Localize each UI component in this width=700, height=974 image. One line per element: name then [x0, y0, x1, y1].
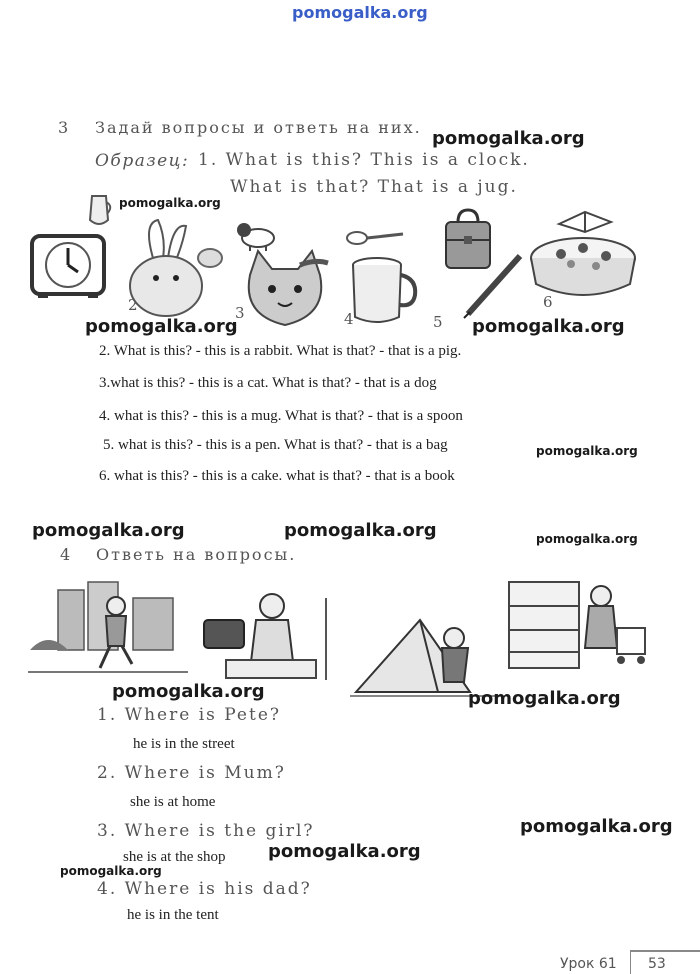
exercise-4-number: 4 — [60, 545, 72, 564]
exercise-3-number: 3 — [58, 118, 70, 137]
answer-line: 6. what is this? - this is a cake. what is that? - that is a book — [99, 468, 455, 484]
street-picture — [28, 580, 188, 680]
answer-line: 3.what is this? - this is a cat. What is that? - that is a dog — [99, 375, 437, 391]
cat-picture — [240, 245, 330, 330]
answer-1: he is in the street — [133, 736, 235, 752]
watermark: pomogalka.org — [284, 520, 437, 541]
answer-3: she is at the shop — [123, 849, 226, 865]
sample-line-1: 1. What is this? This is a clock. — [198, 150, 530, 170]
site-link[interactable]: pomogalka.org — [292, 3, 428, 22]
question-1: 1. Where is Pete? — [97, 705, 282, 725]
question-3: 3. Where is the girl? — [97, 821, 315, 841]
watermark: pomogalka.org — [432, 128, 585, 149]
watermark: pomogalka.org — [112, 681, 265, 702]
answer-line: 2. What is this? - this is a rabbit. What is that? - that is a pig. — [99, 343, 462, 359]
answer-line: 5. what is this? - this is a pen. What is that? - that is a bag — [103, 437, 448, 453]
lesson-label: Урок 61 — [560, 956, 617, 972]
watermark: pomogalka.org — [536, 444, 638, 458]
watermark: pomogalka.org — [268, 841, 421, 862]
watermark: pomogalka.org — [468, 688, 621, 709]
watermark: pomogalka.org — [472, 316, 625, 337]
answer-4: he is in the tent — [127, 907, 219, 923]
watermark: pomogalka.org — [32, 520, 185, 541]
clock-picture — [28, 232, 108, 300]
home-picture — [196, 590, 346, 685]
picture-number: 3 — [235, 304, 247, 322]
answer-2: she is at home — [130, 794, 216, 810]
picture-number: 4 — [344, 310, 356, 328]
question-2: 2. Where is Mum? — [97, 763, 286, 783]
mug-picture — [345, 255, 420, 327]
watermark: pomogalka.org — [60, 864, 162, 878]
exercise-3-title: Задай вопросы и ответь на них. — [95, 118, 422, 137]
sample-line-2: What is that? That is a jug. — [230, 177, 518, 197]
answer-line: 4. what is this? - this is a mug. What is that? - that is a spoon — [99, 408, 463, 424]
shop-picture — [505, 578, 650, 673]
jug-picture — [84, 190, 114, 230]
sample-label: Образец: — [95, 151, 190, 171]
watermark: pomogalka.org — [119, 196, 221, 210]
picture-number: 5 — [433, 313, 445, 331]
page-number: 53 — [648, 956, 666, 972]
watermark: pomogalka.org — [520, 816, 673, 837]
watermark: pomogalka.org — [536, 532, 638, 546]
question-4: 4. Where is his dad? — [97, 879, 312, 899]
spoon-picture — [345, 228, 405, 248]
exercise-4-title: Ответь на вопросы. — [96, 545, 297, 564]
pen-picture — [462, 250, 528, 320]
watermark: pomogalka.org — [85, 316, 238, 337]
picture-number: 2 — [128, 296, 140, 314]
picture-number: 6 — [543, 293, 555, 311]
